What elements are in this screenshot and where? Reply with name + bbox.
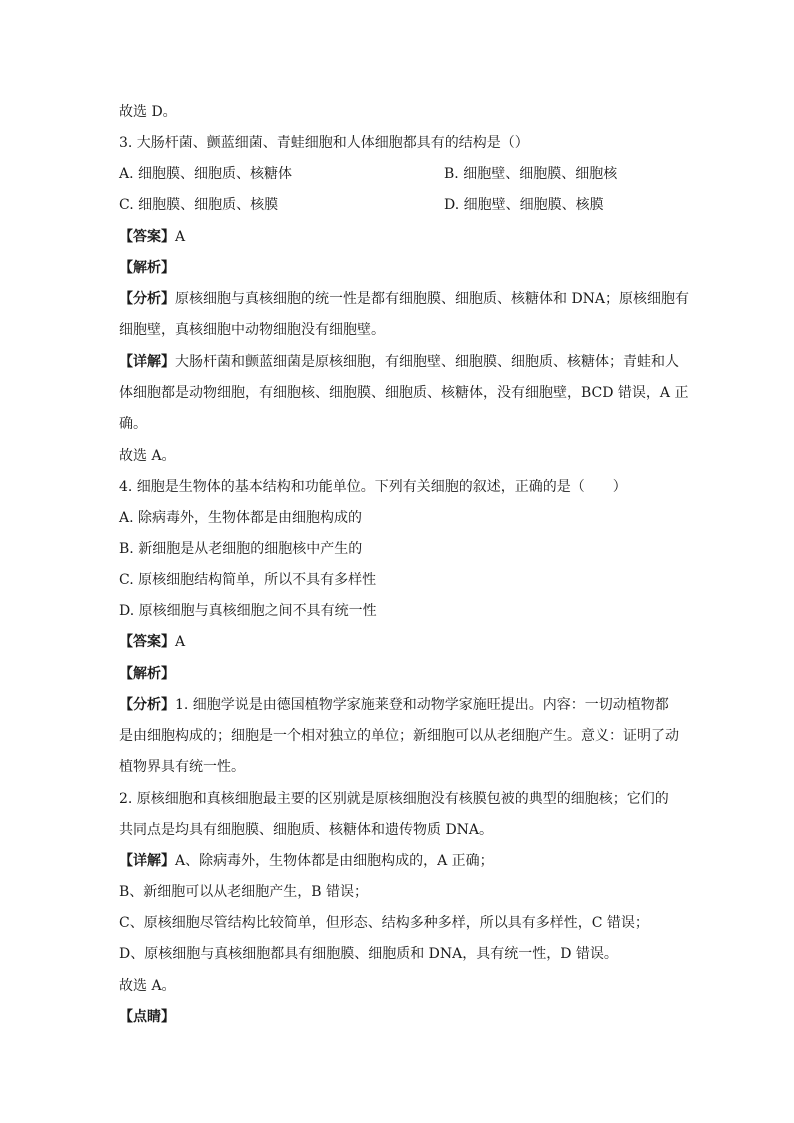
- q4-xiangjie-line-3: C、原核细胞尽管结构比较简单，但形态、结构多种多样，所以具有多样性，C 错误；: [119, 915, 649, 931]
- q3-xiangjie-line-1: [119, 352, 679, 372]
- q4-fenxi-line-5: 共同点是均具有细胞膜、细胞质、核糖体和遗传物质 DNA。: [119, 822, 494, 838]
- q3-option-d: D. 细胞壁、细胞膜、核膜: [444, 197, 604, 213]
- q4-xiangjie-text-1: A、除病毒外，生物体都是由细胞构成的，A 正确；: [175, 853, 494, 869]
- q3-answer: [119, 227, 679, 247]
- q4-option-c: C. 原核细胞结构简单，所以不具有多样性: [119, 572, 377, 588]
- q3-answer-tag: 【答案】: [119, 229, 175, 245]
- q4-dianjing-tag: 【点睛】: [119, 1009, 175, 1025]
- q3-fenxi-text-1: 原核细胞与真核细胞的统一性是都有细胞膜、细胞质、核糖体和 DNA；原核细胞有: [175, 291, 690, 307]
- q4-fenxi-line-2: 是由细胞构成的；细胞是一个相对独立的单位；新细胞可以从老细胞产生。意义：证明了动: [119, 728, 679, 744]
- q4-fenxi-text-1: 1. 细胞学说是由德国植物学家施莱登和动物学家施旺提出。内容：一切动植物都: [175, 697, 669, 713]
- q4-xiangjie-line-2: B、新细胞可以从老细胞产生，B 错误；: [119, 884, 369, 900]
- q3-analysis-heading: [119, 258, 679, 278]
- q4-dianjing-heading: [119, 1007, 679, 1027]
- q3-xiangjie-line-3: 确。: [119, 416, 147, 432]
- q3-xiangjie-tag: 【详解】: [119, 354, 175, 370]
- q4-answer: [119, 632, 679, 652]
- q4-fenxi-line-1: [119, 695, 679, 715]
- q4-fenxi-tag: 【分析】: [119, 697, 175, 713]
- q3-fenxi-line-2: 细胞壁，真核细胞中动物细胞没有细胞壁。: [119, 322, 385, 338]
- q4-answer-value: A: [175, 634, 186, 650]
- q3-answer-value: A: [175, 229, 186, 245]
- q4-fenxi-line-4: 2. 原核细胞和真核细胞最主要的区别就是原核细胞没有核膜包被的典型的细胞核；它们的: [119, 791, 669, 807]
- q3-stem: 3. 大肠杆菌、颤蓝细菌、青蛙细胞和人体细胞都具有的结构是（）: [119, 135, 529, 151]
- q4-option-a: A. 除病毒外，生物体都是由细胞构成的: [119, 510, 363, 526]
- q3-option-a: A. 细胞膜、细胞质、核糖体: [119, 166, 293, 182]
- q4-stem: 4. 细胞是生物体的基本结构和功能单位。下列有关细胞的叙述，正确的是（ ）: [119, 479, 627, 495]
- q4-xiangjie-line-1: [119, 851, 679, 871]
- q3-xiangjie-text-1: 大肠杆菌和颤蓝细菌是原核细胞，有细胞壁、细胞膜、细胞质、核糖体；青蛙和人: [175, 354, 679, 370]
- q3-option-b: B. 细胞壁、细胞膜、细胞核: [444, 166, 618, 182]
- q4-option-d: D. 原核细胞与真核细胞之间不具有统一性: [119, 603, 377, 619]
- q4-xiangjie-line-4: D、原核细胞与真核细胞都具有细胞膜、细胞质和 DNA，具有统一性，D 错误。: [119, 946, 618, 962]
- q4-analysis-heading: [119, 664, 679, 684]
- q3-xiangjie-line-2: 体细胞都是动物细胞，有细胞核、细胞膜、细胞质、核糖体，没有细胞壁，BCD 错误，A 正: [119, 385, 689, 401]
- q4-analysis-tag: 【解析】: [119, 666, 175, 682]
- q2-conclusion: 故选 D。: [119, 104, 177, 120]
- q3-analysis-tag: 【解析】: [119, 260, 175, 276]
- q4-option-b: B. 新细胞是从老细胞的细胞核中产生的: [119, 541, 363, 557]
- q3-option-c: C. 细胞膜、细胞质、核膜: [119, 197, 279, 213]
- q4-answer-tag: 【答案】: [119, 634, 175, 650]
- q3-fenxi-line-1: [119, 289, 690, 309]
- q3-conclusion: 故选 A。: [119, 448, 176, 464]
- q4-conclusion: 故选 A。: [119, 978, 176, 994]
- q4-fenxi-line-3: 植物界具有统一性。: [119, 759, 245, 775]
- q4-xiangjie-tag: 【详解】: [119, 853, 175, 869]
- q3-fenxi-tag: 【分析】: [119, 291, 175, 307]
